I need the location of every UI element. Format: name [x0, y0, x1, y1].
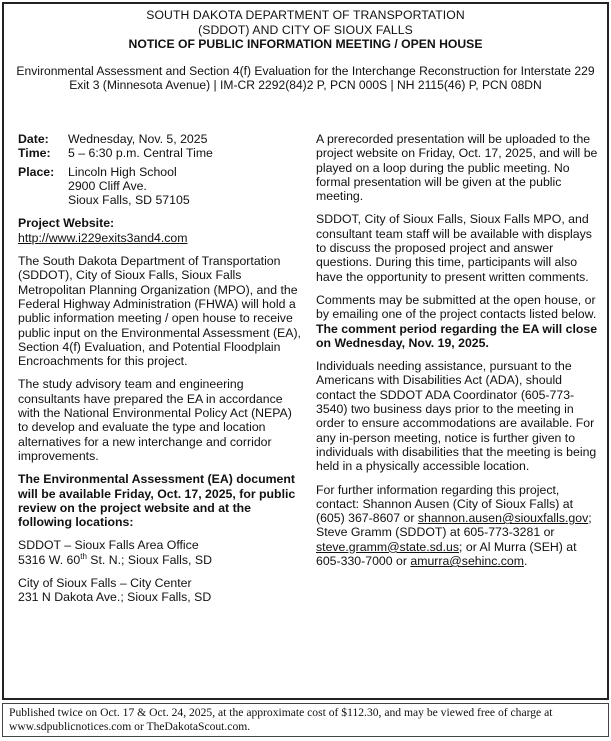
location-city-address: 231 N Dakota Ave.; Sioux Falls, SD [18, 590, 212, 605]
contact-paragraph: For further information regarding this project, contact: Shannon Ausen (City of Sioux Falls) at (605) 367-8607 or shannon.ausen@siouxfalls.gov; Steve Gramm (SDDOT) at 605-773-3281 or steve.gramm@state.sd.us; or Al Murra (SEH) at 605-330-7000 or amurra@sehinc.com. [316, 482, 592, 569]
meeting-date [18, 132, 302, 146]
agency-line-1: SOUTH DAKOTA DEPARTMENT OF TRANSPORTATION [146, 8, 465, 22]
public-notice [2, 2, 609, 700]
date-value: Wednesday, Nov. 5, 2025 [68, 132, 208, 146]
presentation-paragraph: A prerecorded presentation will be uploaded to the project website on Friday, Oct. 17, 2025, and will be played on a loop during the public meeting. No formal presentation will be given at the public meeting. [316, 132, 598, 204]
location-sddot-address: 5316 W. 60th St. N.; Sioux Falls, SD [18, 551, 212, 567]
place-address [68, 165, 302, 208]
place-line-2: 2900 Cliff Ave. [68, 178, 147, 193]
study-paragraph: The study advisory team and engineering consultants have prepared the EA in accordance with the National Environmental Policy Act (NEPA) to develop and evaluate the type and location alternatives for a new interchange and corridor improvements. [18, 377, 292, 463]
comments-paragraph: Comments may be submitted at the open house, or by emailing one of the project contacts listed below. The comment period regarding the EA will close on Wednesday, Nov. 19, 2025. [316, 292, 598, 350]
website-label: Project Website: [18, 216, 115, 231]
time-value: 5 – 6:30 p.m. Central Time [68, 146, 213, 161]
location-sddot-name: SDDOT – Sioux Falls Area Office [18, 538, 199, 553]
place-label: Place: [18, 164, 55, 179]
intro-paragraph: The South Dakota Department of Transportation (SDDOT), City of Sioux Falls, Sioux Falls Metropolitan Planning Organization (MPO), and the Federal Highway Administration (FHWA) will hold a public information meeting / open house to receive public input on the Environmental Assessment (EA), Section 4(f) Evaluation, and Potential Floodplain Encroachments for this project. [18, 254, 301, 369]
ada-paragraph: Individuals needing assistance, pursuant to the Americans with Disabilities Act (ADA), should contact the SDDOT ADA Coordinator (605-773-3540) two business days prior to the meeting in order to ensure accommodations are available. For any in-person meeting, notice is further given to individuals with disabilities that the meeting is being held in a physically accessible location. [316, 359, 597, 474]
location-city [18, 576, 302, 605]
notice-header [4, 4, 607, 52]
project-website [18, 216, 302, 245]
website-link[interactable]: http://www.i229exits3and4.com [18, 230, 188, 245]
email-gramm-link[interactable]: steve.gramm@state.sd.us [316, 539, 460, 554]
staff-paragraph: SDDOT, City of Sioux Falls, Sioux Falls MPO, and consultant team staff will be available with displays to discuss the proposed project and answer questions. During this time, participants will also have the opportunity to present written comments. [316, 212, 592, 284]
place-line-1: Lincoln High School [68, 164, 177, 179]
notice-title: NOTICE OF PUBLIC INFORMATION MEETING / OPEN HOUSE [128, 37, 483, 51]
time-label: Time: [18, 146, 51, 161]
right-column [316, 132, 600, 568]
date-label: Date: [18, 132, 49, 146]
agency-line-2: (SDDOT) AND CITY OF SIOUX FALLS [198, 22, 413, 37]
comment-deadline: The comment period regarding the EA will close on Wednesday, Nov. 19, 2025. [316, 321, 598, 350]
publication-footer: Published twice on Oct. 17 & Oct. 24, 2025, at the approximate cost of $112.30, and may be viewed free of charge at www.sdpublicnotices.com or TheDakotaScout.com. [2, 703, 609, 737]
project-subject: Environmental Assessment and Section 4(f) Evaluation for the Interchange Reconstruction for Interstate 229 Exit 3 (Minnesota Avenue) | IM-CR 2292(84)2 P, PCN 000S | NH 2115(46) P, PCN 08DN [16, 64, 595, 93]
email-ausen-link[interactable]: shannon.ausen@siouxfalls.gov [417, 511, 589, 526]
location-sddot [18, 538, 302, 567]
location-city-name: City of Sioux Falls – City Center [18, 576, 192, 591]
meeting-time [18, 146, 302, 160]
place-line-3: Sioux Falls, SD 57105 [68, 193, 190, 208]
left-column [18, 132, 302, 605]
ea-availability-paragraph: The Environmental Assessment (EA) document will be available Friday, Oct. 17, 2025, for public review on the project website and at the following locations: [18, 472, 296, 530]
meeting-place [18, 165, 302, 208]
email-murra-link[interactable]: amurra@sehinc.com [410, 554, 524, 569]
